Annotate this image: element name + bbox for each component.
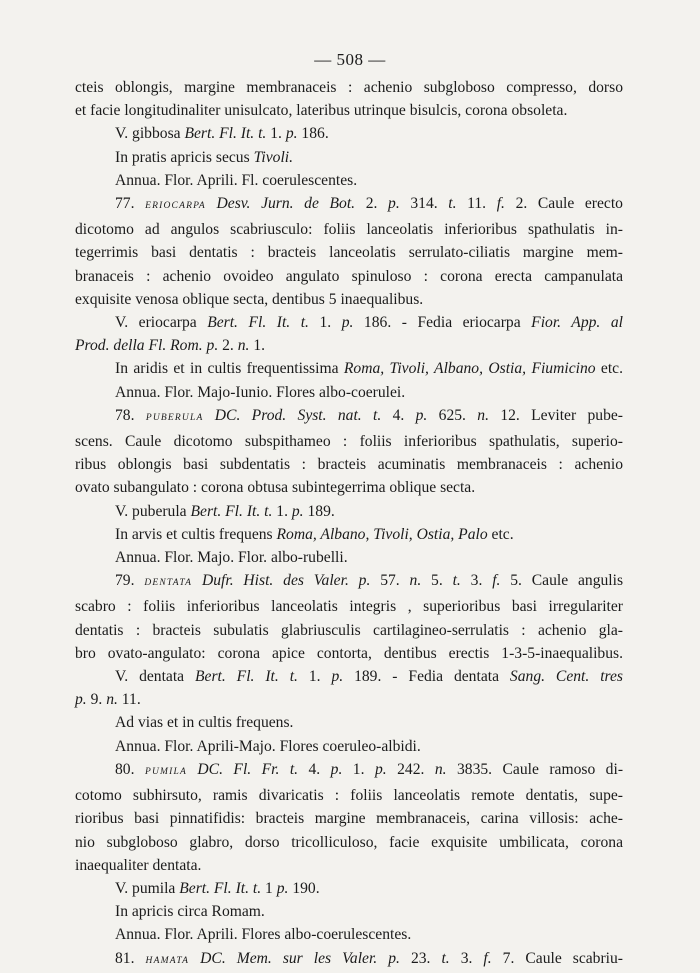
text-line: In pratis apricis secus Tivoli. — [115, 148, 294, 166]
italic-text: t. — [448, 195, 457, 213]
text-line: rioribus basi pinnatifidis: bracteis margine membranaceis, carina villosis: ache- — [75, 810, 623, 828]
text-line: Prod. della Fl. Rom. p. 2. n. 1. — [75, 337, 266, 355]
italic-text: f. — [496, 195, 505, 213]
italic-text: p. — [75, 691, 87, 709]
text-body — [75, 76, 623, 973]
text-line: Annua. Flor. Aprili-Majo. Flores coeruleo-albidi. — [115, 737, 421, 755]
text-line: Annua. Flor. Aprili. Flores albo-coerulescentes. — [115, 926, 412, 944]
italic-text: Bert. Fl. It. t. — [179, 879, 262, 897]
italic-text: n. — [409, 572, 422, 590]
text-line: In arvis et cultis frequens Roma, Albano, Tivoli, Ostia, Palo etc. — [115, 525, 514, 543]
italic-text: DC. Prod. Syst. nat. t. — [214, 406, 382, 424]
italic-text: p. — [374, 760, 387, 778]
text-line: branaceis : achenio ovoideo angulato spinuloso : corona erecta campanulata — [75, 267, 623, 285]
text-line: cotomo subhirsuto, ramis divaricatis : foliis lanceolatis remote dentatis, supe- — [75, 787, 623, 805]
italic-text: Dufr. Hist. des Valer. p. — [201, 572, 371, 590]
text-line: inaequaliter dentata. — [75, 856, 202, 874]
text-line: scabro : foliis inferioribus lanceolatis integris , superioribus basi irregulariter — [75, 598, 623, 616]
italic-text: f. — [483, 949, 492, 967]
italic-text: Roma, Albano, Tivoli, Ostia, Palo — [276, 525, 488, 543]
text-line: p. 9. n. 11. — [75, 691, 141, 709]
species-name: ERIOCARPA — [145, 201, 206, 212]
italic-text: Tivoli. — [253, 148, 294, 166]
text-line: V. eriocarpa Bert. Fl. It. t. 1. p. 186. - Fedia eriocarpa Fior. App. al — [115, 314, 623, 332]
species-name: HAMATA — [145, 955, 190, 966]
italic-text: DC. Mem. sur les Valer. p. — [200, 949, 400, 967]
text-line: dentatis : bracteis subulatis glabriusculis cartilagineo-serrulatis : achenio gla- — [75, 621, 623, 639]
italic-text: Bert. Fl. It. t. — [184, 125, 267, 143]
text-line: 77. ERIOCARPA Desv. Jurn. de Bot. 2. p. 314. t. 11. f. 2. Caule erecto — [115, 195, 623, 213]
text-line: V. dentata Bert. Fl. It. t. 1. p. 189. - Fedia dentata Sang. Cent. tres — [115, 668, 624, 686]
species-name: PUBERULA — [145, 412, 204, 423]
italic-text: n. — [106, 691, 118, 709]
italic-text: p. — [331, 668, 344, 686]
text-line: bro ovato-angulato: corona apice contorta, dentibus erectis 1-3-5-inaequalibus. — [75, 644, 623, 662]
text-line: nio subgloboso glabro, dorso tricolliculoso, facie exquisite umbilicata, corona — [75, 833, 623, 851]
italic-text: Desv. Jurn. de Bot. — [216, 195, 356, 213]
italic-text: f. — [492, 572, 501, 590]
text-line: et facie longitudinaliter unisulcato, lateribus utrinque bisulcis, corona obsoleta. — [75, 102, 568, 120]
text-line: V. pumila Bert. Fl. It. t. 1 p. 190. — [115, 879, 320, 897]
text-line: Ad vias et in cultis frequens. — [115, 714, 294, 732]
italic-text: t. — [441, 949, 450, 967]
italic-text: Bert. Fl. It. t. — [190, 502, 273, 520]
text-line: exquisite venosa oblique secta, dentibus 5 inaequalibus. — [75, 290, 424, 308]
italic-text: p. — [285, 125, 298, 143]
italic-text: p. — [341, 314, 354, 332]
italic-text: Bert. Fl. It. t. — [207, 314, 309, 332]
species-name: PUMILA — [144, 766, 187, 777]
text-line: 81. HAMATA DC. Mem. sur les Valer. p. 23. t. 3. f. 7. Caule scabriu- — [115, 949, 623, 967]
text-line: ribus oblongis basi subdentatis : bracteis acuminatis membranaceis : achenio — [75, 456, 623, 474]
italic-text: DC. Fl. Fr. t. — [197, 760, 299, 778]
italic-text: n. — [477, 406, 489, 424]
text-line: Annua. Flor. Majo-Iunio. Flores albo-coerulei. — [115, 383, 406, 401]
text-line: dicotomo ad angulos scabriusculo: foliis lanceolatis inferioribus spathulatis in- — [75, 221, 623, 239]
text-line: 79. DENTATA Dufr. Hist. des Valer. p. 57. n. 5. t. 3. f. 5. Caule angulis — [115, 572, 624, 590]
text-line: In apricis circa Romam. — [115, 903, 265, 921]
italic-text: Sang. Cent. tres — [509, 668, 624, 686]
italic-text: Bert. Fl. It. t. — [195, 668, 298, 686]
italic-text: p. — [415, 406, 428, 424]
italic-text: n. — [237, 337, 250, 355]
italic-text: n. — [434, 760, 447, 778]
text-line: tegerrimis basi dentatis : bracteis lanceolatis serrulato-ciliatis margine mem- — [75, 244, 623, 262]
text-line: V. puberula Bert. Fl. It. t. 1. p. 189. — [115, 502, 335, 520]
text-line: scens. Caule dicotomo subspithameo : foliis inferioribus spathulatis, superio- — [75, 433, 623, 451]
italic-text: t. — [452, 572, 461, 590]
italic-text: p. — [388, 195, 400, 213]
text-line: 80. PUMILA DC. Fl. Fr. t. 4. p. 1. p. 242. n. 3835. Caule ramoso di- — [115, 760, 624, 778]
species-name: DENTATA — [144, 578, 193, 589]
text-line: In aridis et in cultis frequentissima Roma, Tivoli, Albano, Ostia, Fiumicino etc. — [115, 360, 623, 378]
text-line: Annua. Flor. Aprili. Fl. coerulescentes. — [115, 171, 358, 189]
italic-text: p. — [291, 502, 304, 520]
text-line: ovato subangulato : corona obtusa subintegerrima oblique secta. — [75, 479, 476, 497]
italic-text: p. — [276, 879, 289, 897]
italic-text: Fior. App. al — [531, 314, 623, 332]
italic-text: Roma, Tivoli, Albano, Ostia, Fiumicino — [343, 360, 596, 378]
italic-text: p. — [330, 760, 343, 778]
text-line: 78. PUBERULA DC. Prod. Syst. nat. t. 4. p. 625. n. 12. Leviter pube- — [115, 406, 623, 424]
text-line: Annua. Flor. Majo. Flor. albo-rubelli. — [115, 549, 348, 567]
text-line: V. gibbosa Bert. Fl. It. t. 1. p. 186. — [115, 125, 329, 143]
italic-text: Prod. della Fl. Rom. p. — [75, 337, 219, 355]
page-number: — 508 — — [314, 50, 386, 69]
text-line: cteis oblongis, margine membranaceis : achenio subgloboso compresso, dorso — [75, 79, 623, 96]
